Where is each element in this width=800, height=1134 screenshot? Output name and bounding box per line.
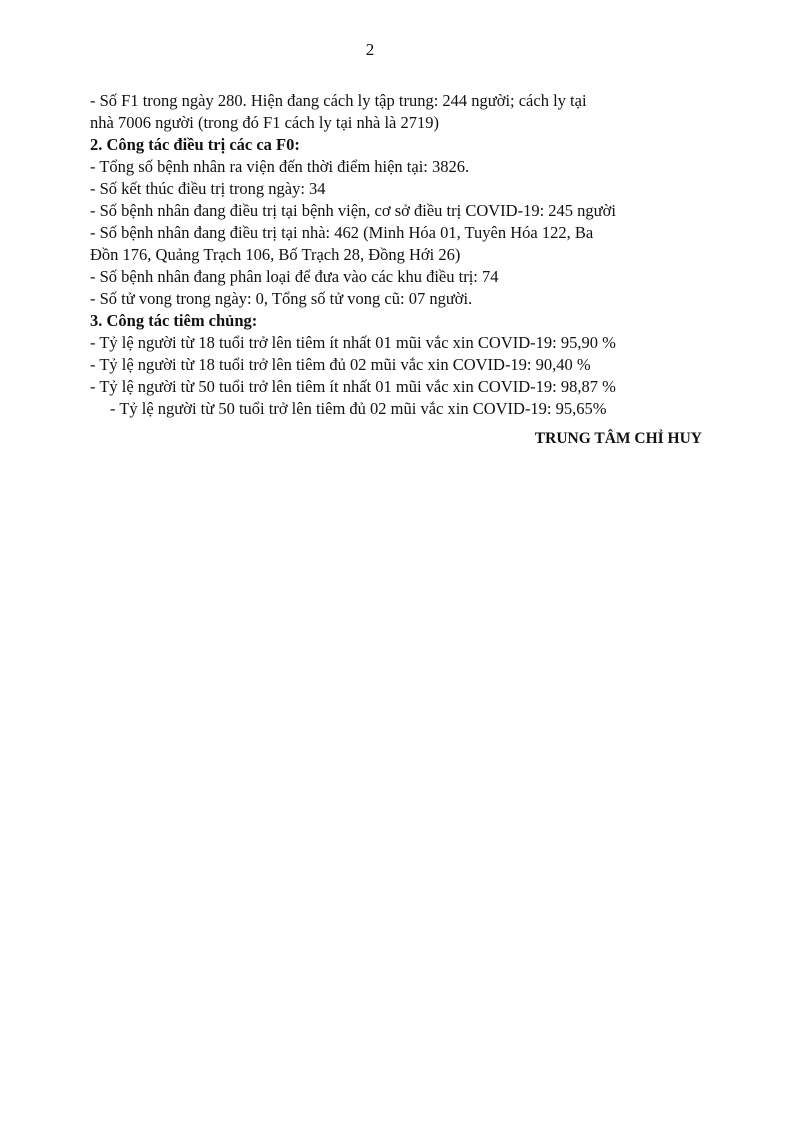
list-item-classification: - Số bệnh nhân đang phân loại để đưa vào các khu điều trị: 74 xyxy=(90,267,499,286)
list-item-home-treatment-continued: Đồn 176, Quảng Trạch 106, Bố Trạch 28, Đồng Hới 26) xyxy=(90,245,461,264)
list-item-vaccine-50-one-dose: - Tỷ lệ người từ 50 tuổi trở lên tiêm ít nhất 01 mũi vắc xin COVID-19: 98,87 % xyxy=(90,377,616,396)
page-number: 2 xyxy=(365,40,375,59)
list-item-vaccine-50-two-doses: - Tỷ lệ người từ 50 tuổi trở lên tiêm đủ 02 mũi vắc xin COVID-19: 95,65% xyxy=(110,399,607,418)
list-item-vaccine-18-two-doses: - Tỷ lệ người từ 18 tuổi trở lên tiêm đủ 02 mũi vắc xin COVID-19: 90,40 % xyxy=(90,355,591,374)
f1-summary-line-1: - Số F1 trong ngày 280. Hiện đang cách ly tập trung: 244 người; cách ly tại xyxy=(90,91,587,110)
list-item-deaths: - Số tử vong trong ngày: 0, Tổng số tử vong cũ: 07 người. xyxy=(90,289,473,308)
list-item-home-treatment: - Số bệnh nhân đang điều trị tại nhà: 462 (Minh Hóa 01, Tuyên Hóa 122, Ba xyxy=(90,223,594,242)
list-item-hospital-treatment: - Số bệnh nhân đang điều trị tại bệnh viện, cơ sở điều trị COVID-19: 245 người xyxy=(90,201,616,220)
document-body xyxy=(90,90,710,420)
f1-summary-line-2: nhà 7006 người (trong đó F1 cách ly tại nhà là 2719) xyxy=(90,113,439,132)
list-item-completed-today: - Số kết thúc điều trị trong ngày: 34 xyxy=(90,179,326,198)
list-item-vaccine-18-one-dose: - Tỷ lệ người từ 18 tuổi trở lên tiêm ít nhất 01 mũi vắc xin COVID-19: 95,90 % xyxy=(90,333,616,352)
list-item-discharged-total: - Tổng số bệnh nhân ra viện đến thời điểm hiện tại: 3826. xyxy=(90,157,470,176)
section-heading-treatment: 2. Công tác điều trị các ca F0: xyxy=(90,135,300,154)
signature-block: TRUNG TÂM CHỈ HUY xyxy=(534,430,702,447)
section-heading-vaccination: 3. Công tác tiêm chủng: xyxy=(90,311,258,330)
